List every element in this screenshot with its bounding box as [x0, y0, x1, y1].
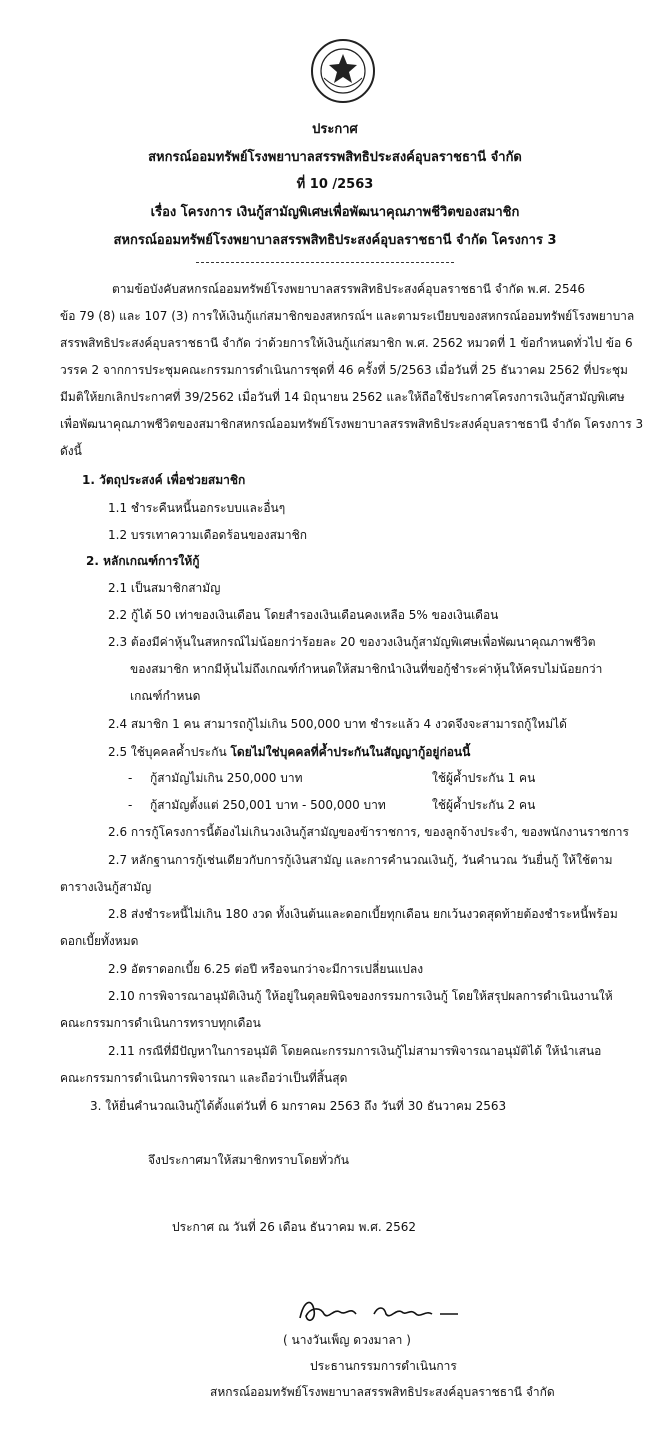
org-name: สหกรณ์ออมทรัพย์โรงพยาบาลสรรพสิทธิประสงค์อุบลราชธานี จำกัด	[148, 150, 522, 165]
criteria-2-5	[108, 744, 470, 760]
signatory-name: ( นางวันเพ็ญ ดวงมาลา )	[283, 1333, 411, 1347]
criteria-2-10: 2.10 การพิจารณาอนุมัติเงินกู้ ให้อยู่ในดุลยพินิจของกรรมการเงินกู้ โดยให้สรุปผลการดำเนินงานให้	[108, 989, 613, 1003]
intro-line-3: สรรพสิทธิประสงค์อุบลราชธานี จำกัด ว่าด้วยการให้เงินกู้แก่สมาชิก พ.ศ. 2562 หมวดที่ 1 ข้อกำหนดทั่วไป ข้อ 6	[60, 336, 633, 350]
intro-line-4: วรรค 2 จากการประชุมคณะกรรมการดำเนินการชุดที่ 46 ครั้งที่ 5/2563 เมื่อวันที่ 25 ธันวาคม 2562 ที่ประชุม	[60, 363, 628, 377]
criteria-2-7: 2.7 หลักฐานการกู้เช่นเดียวกับการกู้เงินสามัญ และการคำนวณเงินกู้, วันคำนวณ วันยื่นกู้ ให้ใช้ตาม	[108, 853, 613, 867]
signatory-position: ประธานกรรมการดำเนินการ	[310, 1359, 457, 1373]
criteria-2-3-cont: เกณฑ์กำหนด	[130, 689, 201, 703]
criteria-2-2: 2.2 กู้ได้ 50 เท่าของเงินเดือน โดยสำรองเงินเดือนคงเหลือ 5% ของเงินเดือน	[108, 608, 499, 622]
bullet-dash: -	[128, 771, 133, 785]
section-1-item: 1.2 บรรเทาความเดือดร้อนของสมาชิก	[108, 528, 307, 542]
criteria-2-6: 2.6 การกู้โครงการนี้ต้องไม่เกินวงเงินกู้สามัญของข้าราชการ, ของลูกจ้างประจำ, ของพนักงานราชการ	[108, 825, 629, 839]
signatory-org: สหกรณ์ออมทรัพย์โรงพยาบาลสรรพสิทธิประสงค์อุบลราชธานี จำกัด	[210, 1385, 555, 1399]
guarantor-rule-1: กู้สามัญไม่เกิน 250,000 บาท	[150, 771, 303, 785]
criteria-2-5-emphasis: โดยไม่ใช่บุคคลที่ค้ำประกันในสัญญากู้อยู่ก่อนนี้	[230, 745, 471, 759]
criteria-2-8-cont: ดอกเบี้ยทั้งหมด	[60, 934, 139, 948]
criteria-2-7-cont: ตารางเงินกู้สามัญ	[60, 880, 152, 894]
guarantor-rule-1-count: ใช้ผู้ค้ำประกัน 1 คน	[432, 771, 536, 785]
bullet-dash: -	[128, 798, 133, 812]
intro-line-1: ตามข้อบังคับสหกรณ์ออมทรัพย์โรงพยาบาลสรรพสิทธิประสงค์อุบลราชธานี จำกัด พ.ศ. 2546	[112, 282, 585, 296]
announcement-date: ประกาศ ณ วันที่ 26 เดือน ธันวาคม พ.ศ. 2562	[172, 1220, 417, 1234]
criteria-2-4: 2.4 สมาชิก 1 คน สามารถกู้ไม่เกิน 500,000 บาท ชำระแล้ว 4 งวดจึงจะสามารถกู้ใหม่ได้	[108, 717, 567, 731]
criteria-2-5-text: 2.5 ใช้บุคคลค้ำประกัน	[108, 745, 231, 759]
guarantor-rule-2-count: ใช้ผู้ค้ำประกัน 2 คน	[432, 798, 536, 812]
intro-line-5: มีมติให้ยกเลิกประกาศที่ 39/2562 เมื่อวันที่ 14 มิถุนายน 2562 และให้ถือใช้ประกาศโครงการเงินกู้สามัญพิเศษ	[60, 390, 625, 404]
closing-statement: จึงประกาศมาให้สมาชิกทราบโดยทั่วกัน	[148, 1153, 349, 1167]
subject-line-2: สหกรณ์ออมทรัพย์โรงพยาบาลสรรพสิทธิประสงค์อุบลราชธานี จำกัด โครงการ 3	[113, 233, 557, 248]
section-1-heading: 1. วัตถุประสงค์ เพื่อช่วยสมาชิก	[82, 473, 246, 487]
section-2-heading: 2. หลักเกณฑ์การให้กู้	[86, 554, 200, 568]
criteria-2-8: 2.8 ส่งชำระหนี้ไม่เกิน 180 งวด ทั้งเงินต้นและดอกเบี้ยทุกเดือน ยกเว้นงวดสุดท้ายต้องชำระหนี้พร้อม	[108, 907, 618, 921]
section-3: 3. ให้ยื่นคำนวณเงินกู้ได้ตั้งแต่วันที่ 6 มกราคม 2563 ถึง วันที่ 30 ธันวาคม 2563	[90, 1099, 507, 1113]
criteria-2-11-cont: คณะกรรมการดำเนินการพิจารณา และถือว่าเป็นที่สิ้นสุด	[60, 1071, 348, 1085]
intro-line-6: เพื่อพัฒนาคุณภาพชีวิตของสมาชิกสหกรณ์ออมทรัพย์โรงพยาบาลสรรพสิทธิประสงค์อุบลราชธานี จำกัด โครงการ 3	[60, 417, 644, 431]
divider	[196, 262, 454, 263]
criteria-2-1: 2.1 เป็นสมาชิกสามัญ	[108, 581, 221, 595]
section-1-item: 1.1 ชำระคืนหนี้นอกระบบและอื่นๆ	[108, 501, 286, 515]
criteria-2-11: 2.11 กรณีที่มีปัญหาในการอนุมัติ โดยคณะกรรมการเงินกู้ไม่สามารพิจารณาอนุมัติได้ ให้นำเสนอ	[108, 1044, 602, 1058]
criteria-2-3: 2.3 ต้องมีค่าหุ้นในสหกรณ์ไม่น้อยกว่าร้อยละ 20 ของวงเงินกู้สามัญพิเศษเพื่อพัฒนาคุณภาพชีวิต	[108, 635, 596, 649]
page-title: ประกาศ	[312, 122, 358, 137]
criteria-2-3-cont: ของสมาชิก หากมีหุ้นไม่ถึงเกณฑ์กำหนดให้สมาชิกนำเงินที่ขอกู้ชำระค่าหุ้นให้ครบไม่น้อยกว่า	[130, 662, 603, 676]
intro-line-7: ดังนี้	[60, 444, 82, 458]
criteria-2-10-cont: คณะกรรมการดำเนินการทราบทุกเดือน	[60, 1016, 261, 1030]
subject-line: เรื่อง โครงการ เงินกู้สามัญพิเศษเพื่อพัฒนาคุณภาพชีวิตของสมาชิก	[150, 205, 520, 220]
cooperative-seal-icon	[310, 38, 376, 104]
announcement-number: ที่ 10 /2563	[296, 177, 374, 192]
guarantor-rule-2: กู้สามัญตั้งแต่ 250,001 บาท - 500,000 บาท	[150, 798, 386, 812]
signature-icon	[290, 1290, 490, 1330]
criteria-2-9: 2.9 อัตราดอกเบี้ย 6.25 ต่อปี หรือจนกว่าจะมีการเปลี่ยนแปลง	[108, 962, 424, 976]
intro-line-2: ข้อ 79 (8) และ 107 (3) การให้เงินกู้แก่สมาชิกของสหกรณ์ฯ และตามระเบียบของสหกรณ์ออมทรัพย์โรงพยาบาล	[60, 309, 635, 323]
